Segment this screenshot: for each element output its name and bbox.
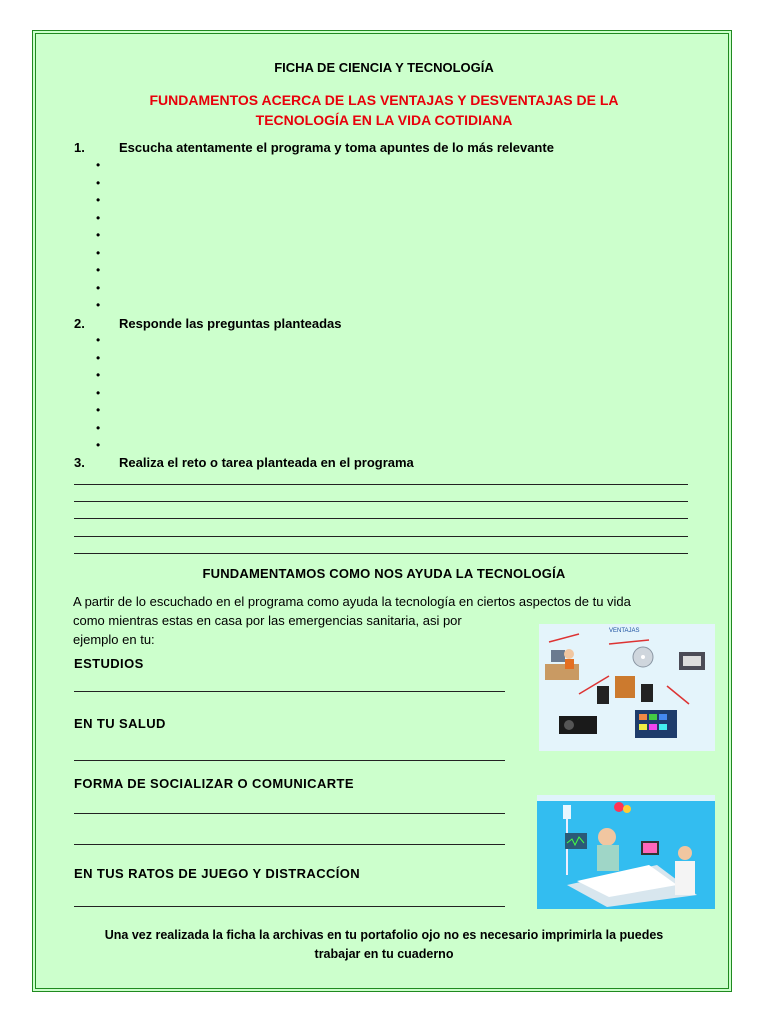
list-item-bullet: • bbox=[96, 158, 101, 172]
hospital-technology-image bbox=[537, 795, 715, 909]
step-1 bbox=[74, 140, 554, 155]
step-3-number: 3. bbox=[74, 455, 85, 470]
answer-line bbox=[74, 553, 688, 554]
list-item-bullet: • bbox=[96, 333, 101, 347]
heading-estudios: ESTUDIOS bbox=[74, 656, 144, 671]
footer-note bbox=[60, 926, 708, 964]
answer-line bbox=[74, 906, 505, 907]
answer-line bbox=[74, 484, 688, 485]
step-2 bbox=[74, 316, 342, 331]
paragraph-line-2: como mientras estas en casa por las emergencias sanitaria, asi por bbox=[73, 613, 462, 628]
answer-line bbox=[74, 844, 505, 845]
answer-line bbox=[74, 501, 688, 502]
list-item-bullet: • bbox=[96, 386, 101, 400]
list-item-bullet: • bbox=[96, 263, 101, 277]
answer-line bbox=[74, 536, 688, 537]
page-subtitle bbox=[90, 90, 678, 130]
answer-line bbox=[74, 691, 505, 692]
list-item-bullet: • bbox=[96, 176, 101, 190]
list-item-bullet: • bbox=[96, 421, 101, 435]
subtitle-line-1: FUNDAMENTOS ACERCA DE LAS VENTAJAS Y DESVENTAJAS DE LA bbox=[149, 92, 619, 108]
list-item-bullet: • bbox=[96, 351, 101, 365]
list-item-bullet: • bbox=[96, 228, 101, 242]
paragraph-line-3: ejemplo en tu: bbox=[73, 632, 155, 647]
footer-line-2: trabajar en tu cuaderno bbox=[314, 947, 454, 961]
answer-line bbox=[74, 760, 505, 761]
step-3-text: Realiza el reto o tarea planteada en el programa bbox=[119, 455, 414, 470]
list-item-bullet: • bbox=[96, 298, 101, 312]
page-title: FICHA DE CIENCIA Y TECNOLOGÍA bbox=[274, 60, 494, 75]
list-item-bullet: • bbox=[96, 281, 101, 295]
step-2-text: Responde las preguntas planteadas bbox=[119, 316, 342, 331]
technology-illustration bbox=[539, 624, 715, 751]
technology-advantages-image bbox=[539, 624, 715, 751]
list-item-bullet: • bbox=[96, 368, 101, 382]
footer-line-1: Una vez realizada la ficha la archivas en tu portafolio ojo no es necesario imprimirla la puedes bbox=[104, 928, 664, 942]
hospital-illustration bbox=[537, 795, 715, 909]
list-item-bullet: • bbox=[96, 211, 101, 225]
section-title: FUNDAMENTAMOS COMO NOS AYUDA LA TECNOLOGÍA bbox=[202, 566, 566, 581]
list-item-bullet: • bbox=[96, 246, 101, 260]
step-2-number: 2. bbox=[74, 316, 85, 331]
step-1-number: 1. bbox=[74, 140, 85, 155]
answer-line bbox=[74, 518, 688, 519]
list-item-bullet: • bbox=[96, 403, 101, 417]
step-3 bbox=[74, 455, 414, 470]
answer-line bbox=[74, 813, 505, 814]
image-label: VENTAJAS bbox=[609, 628, 640, 634]
heading-salud: EN TU SALUD bbox=[74, 716, 166, 731]
list-item-bullet: • bbox=[96, 438, 101, 452]
step-1-text: Escucha atentamente el programa y toma apuntes de lo más relevante bbox=[119, 140, 554, 155]
subtitle-line-2: TECNOLOGÍA EN LA VIDA COTIDIANA bbox=[255, 112, 513, 128]
heading-juego: EN TUS RATOS DE JUEGO Y DISTRACCÍON bbox=[74, 866, 361, 881]
paragraph-line-1: A partir de lo escuchado en el programa como ayuda la tecnología en ciertos aspectos de tu vida bbox=[73, 594, 631, 609]
list-item-bullet: • bbox=[96, 193, 101, 207]
heading-socializar: FORMA DE SOCIALIZAR O COMUNICARTE bbox=[74, 776, 354, 791]
